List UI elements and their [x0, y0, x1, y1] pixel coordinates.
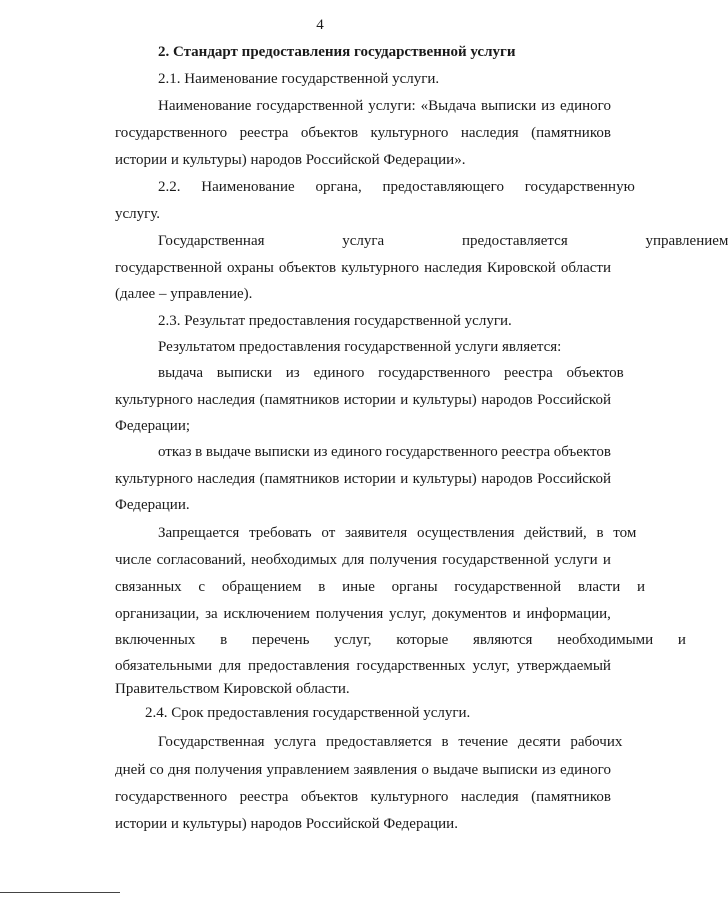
paragraph-line: Государственная услуга предоставляется управлением	[158, 233, 728, 249]
paragraph-line: государственного реестра объектов культурного наследия (памятников	[115, 789, 611, 805]
paragraph-line: истории и культуры) народов Российской Федерации.	[115, 816, 458, 832]
paragraph-line: Результатом предоставления государственной услуги является:	[158, 339, 562, 355]
paragraph-line: Запрещается требовать от заявителя осуществления действий, в том	[158, 525, 637, 541]
paragraph-line: (далее – управление).	[115, 286, 253, 302]
paragraph-line: Федерации;	[115, 418, 191, 434]
paragraph-line: государственной охраны объектов культурного наследия Кировской области	[115, 260, 611, 276]
paragraph-line: истории и культуры) народов Российской Федерации».	[115, 152, 466, 168]
clause-2-4: 2.4. Срок предоставления государственной услуги.	[145, 705, 471, 721]
paragraph-line: Государственная услуга предоставляется в течение десяти рабочих	[158, 734, 623, 750]
paragraph-line: числе согласований, необходимых для получения государственной услуги и	[115, 552, 611, 568]
footer-rule	[0, 892, 120, 893]
paragraph-line: отказ в выдаче выписки из единого государственного реестра объектов	[158, 444, 611, 460]
paragraph-line: Федерации.	[115, 497, 190, 513]
paragraph-line: обязательными для предоставления государственных услуг, утверждаемый	[115, 658, 611, 674]
paragraph-line: государственного реестра объектов культурного наследия (памятников	[115, 125, 611, 141]
paragraph-line: услугу.	[115, 206, 161, 222]
paragraph-line: организации, за исключением получения услуг, документов и информации,	[115, 606, 611, 622]
paragraph-line: связанных с обращением в иные органы государственной власти и	[115, 579, 646, 595]
clause-2-1: 2.1. Наименование государственной услуги.	[158, 71, 440, 87]
page-number: 4	[316, 17, 324, 33]
paragraph-line: дней со дня получения управлением заявления о выдаче выписки из единого	[115, 762, 611, 778]
paragraph-line: включенных в перечень услуг, которые являются необходимыми и	[115, 632, 686, 648]
clause-2-2: 2.2. Наименование органа, предоставляющего государственную	[158, 179, 635, 195]
paragraph-line: Правительством Кировской области.	[115, 681, 350, 697]
paragraph-line: Наименование государственной услуги: «Выдача выписки из единого	[158, 98, 611, 114]
paragraph-line: культурного наследия (памятников истории и культуры) народов Российской	[115, 471, 611, 487]
section-heading: 2. Стандарт предоставления государственной услуги	[158, 44, 516, 60]
paragraph-line: культурного наследия (памятников истории и культуры) народов Российской	[115, 392, 611, 408]
clause-2-3: 2.3. Результат предоставления государственной услуги.	[158, 313, 512, 329]
paragraph-line: выдача выписки из единого государственного реестра объектов	[158, 365, 624, 381]
